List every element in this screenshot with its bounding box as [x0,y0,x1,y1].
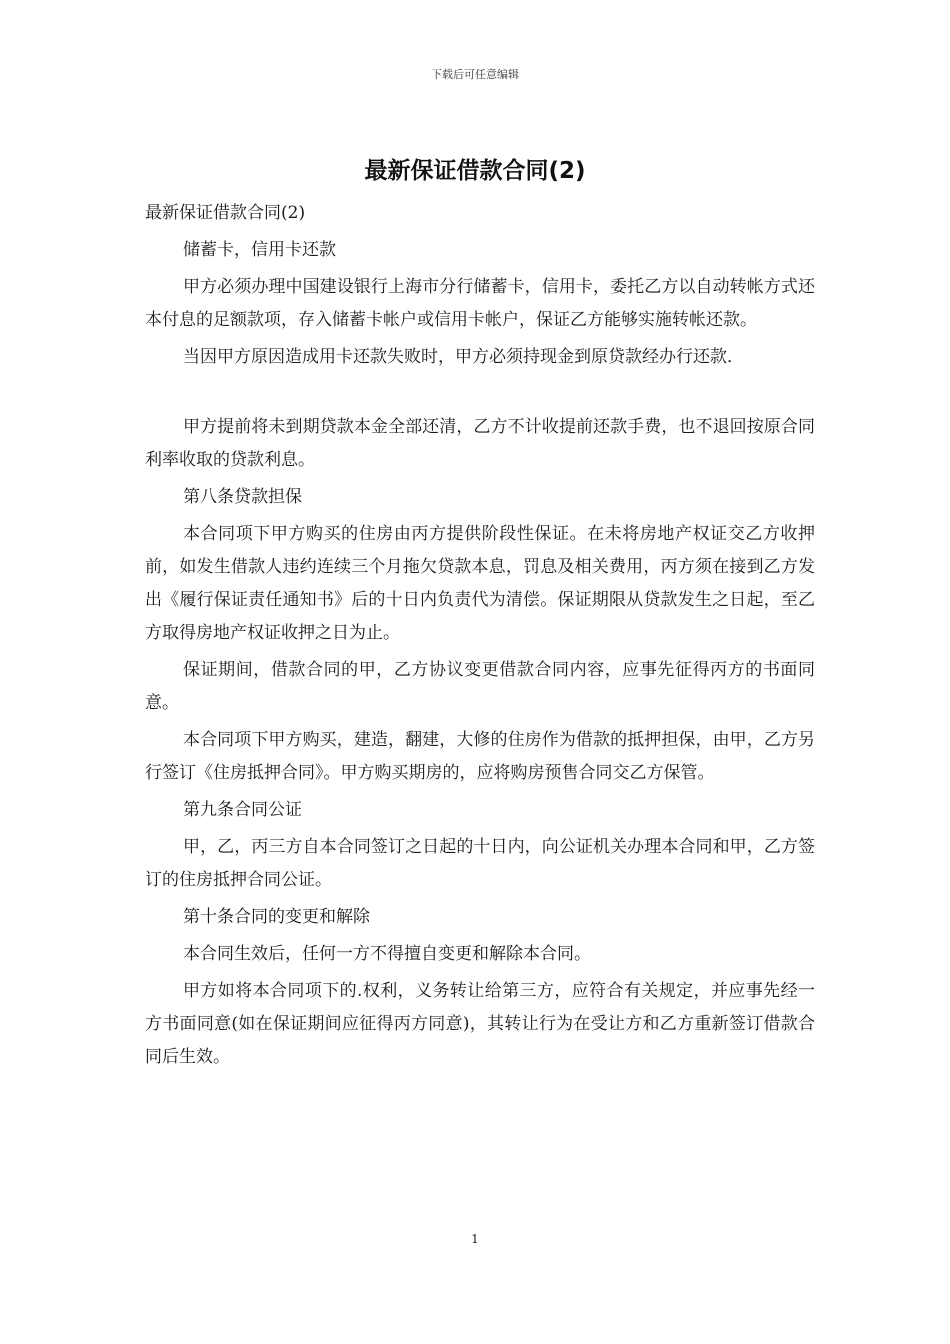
section-heading-article-10: 第十条合同的变更和解除 [183,907,370,927]
paragraph-mortgage: 本合同项下甲方购买，建造，翻建，大修的住房作为借款的抵押担保，由甲，乙方另行签订《住房抵押合同》。甲方购买期房的，应将购房预售合同交乙方保管。 [145,730,815,783]
document-title: 最新保证借款合同(2) [364,158,586,184]
header-note: 下载后可任意编辑 [431,68,519,81]
section-heading-article-8: 第八条贷款担保 [183,487,302,507]
paragraph-transfer-rights: 甲方如将本合同项下的.权利，义务转让给第三方，应符合有关规定，并应事先经一方书面同意(如在保证期间应征得丙方同意)，其转让行为在受让方和乙方重新签订借款合同后生效。 [145,981,815,1067]
paragraph-guarantee-period: 保证期间，借款合同的甲，乙方协议变更借款合同内容，应事先征得丙方的书面同意。 [145,660,815,713]
paragraph-guarantee: 本合同项下甲方购买的住房由丙方提供阶段性保证。在未将房地产权证交乙方收押前，如发生借款人违约连续三个月拖欠贷款本息，罚息及相关费用，丙方须在接到乙方发出《履行保证责任通知书》后的十日内负责代为清偿。保证期限从贷款发生之日起，至乙方取得房地产权证收押之日为止。 [145,524,815,643]
paragraph-early-repayment: 甲方提前将未到期贷款本金全部还清，乙方不计收提前还款手费，也不退回按原合同利率收取的贷款利息。 [145,417,815,470]
document-body [145,197,815,1078]
page-number: 1 [471,1232,479,1246]
paragraph-no-unilateral-change: 本合同生效后，任何一方不得擅自变更和解除本合同。 [183,944,591,964]
subtitle-paragraph: 最新保证借款合同(2) [145,203,306,223]
section-heading-article-9: 第九条合同公证 [183,800,302,820]
paragraph-notarization: 甲，乙，丙三方自本合同签订之日起的十日内，向公证机关办理本合同和甲，乙方签订的住房抵押合同公证。 [145,837,815,890]
paragraph-card-repayment-heading: 储蓄卡，信用卡还款 [183,240,336,260]
paragraph-card-requirement: 甲方必须办理中国建设银行上海市分行储蓄卡，信用卡，委托乙方以自动转帐方式还本付息的足额款项，存入储蓄卡帐户或信用卡帐户，保证乙方能够实施转帐还款。 [145,277,815,330]
paragraph-repayment-failure: 当因甲方原因造成用卡还款失败时，甲方必须持现金到原贷款经办行还款． [183,347,744,367]
